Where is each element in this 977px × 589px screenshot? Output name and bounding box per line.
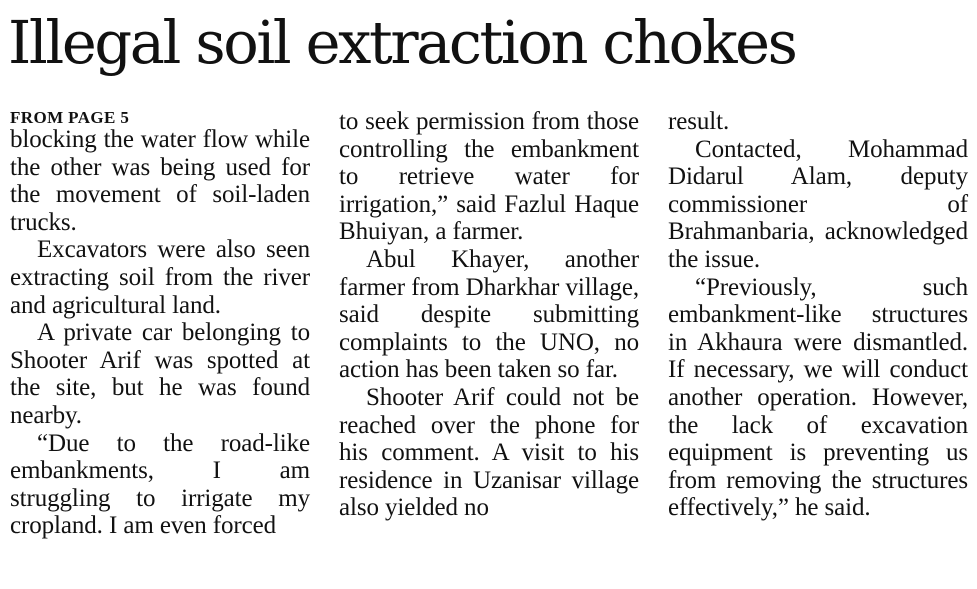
column-2 <box>339 108 639 522</box>
headline: Illegal soil extraction chokes <box>8 8 796 77</box>
paragraph: “Due to the road-like embankments, I am struggling to irrigate my cropland. I am even forced <box>10 429 310 540</box>
column-3 <box>668 108 968 522</box>
paragraph: Shooter Arif could not be reached over the phone for his comment. A visit to his residence in Uzanisar village also yielded no <box>339 383 639 522</box>
continued-from-label: FROM PAGE 5 <box>10 108 130 127</box>
paragraph: result. <box>668 108 730 135</box>
paragraph: A private car belonging to Shooter Arif was spotted at the site, but he was found nearby. <box>10 319 310 429</box>
paragraph: Excavators were also seen extracting soil from the river and agricultural land. <box>10 236 310 319</box>
paragraph: Abul Khayer, another farmer from Dharkhar village, said despite submitting complaints to the UNO, no action has been taken so far. <box>339 245 639 384</box>
article-body <box>10 108 968 584</box>
paragraph: “Previously, such embankment-like structures in Akhaura were dismantled. If necessary, we will conduct another operation. However, the lack of excavation equipment is preventing us from removing the structures effectively,” he said. <box>668 273 968 522</box>
column-1 <box>10 108 310 540</box>
paragraph: Contacted, Mohammad Didarul Alam, deputy commissioner of Brahmanbaria, acknowledged the issue. <box>668 135 968 273</box>
paragraph: blocking the water flow while the other was being used for the movement of soil-laden trucks. <box>10 126 310 236</box>
paragraph: to seek permission from those controlling the embankment to retrieve water for irrigation,” said Fazlul Haque Bhuiyan, a farmer. <box>339 108 639 246</box>
